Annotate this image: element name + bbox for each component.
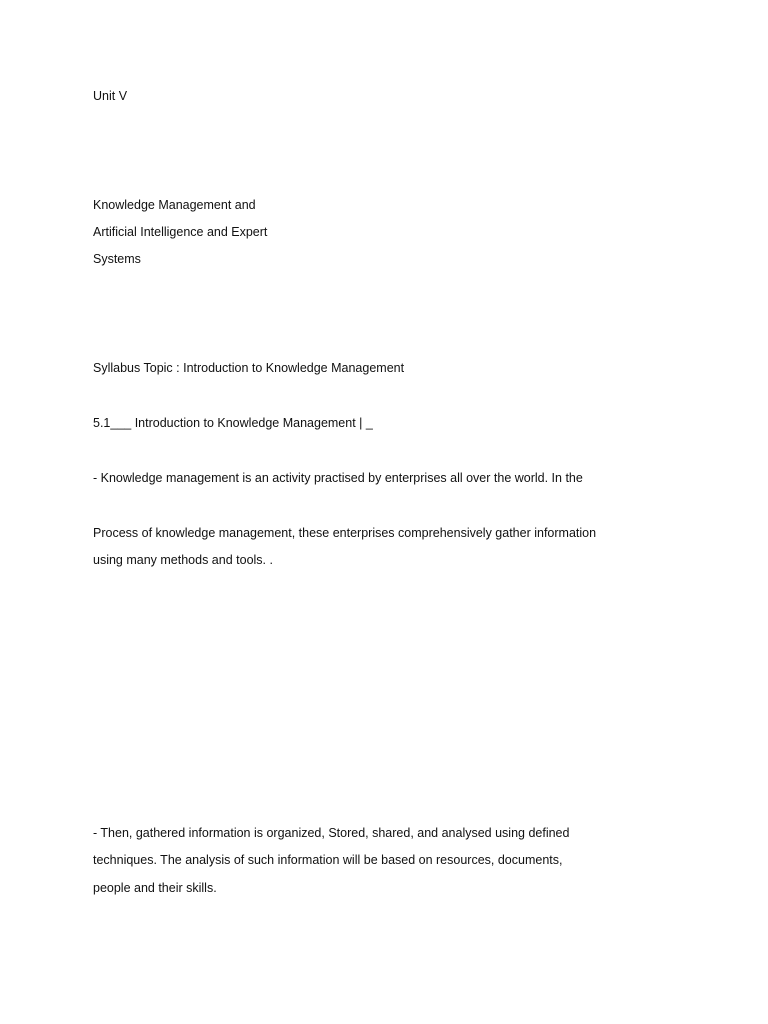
paragraph-3-line-3: people and their skills. bbox=[93, 881, 217, 895]
chapter-title-line-3: Systems bbox=[93, 252, 141, 266]
unit-label: Unit V bbox=[93, 89, 128, 103]
paragraph-2-line-2: using many methods and tools. . bbox=[93, 553, 273, 567]
chapter-title-line-1: Knowledge Management and bbox=[93, 198, 256, 212]
paragraph-2-line-1: Process of knowledge management, these enterprises comprehensively gather information bbox=[93, 526, 597, 540]
paragraph-3-line-2: techniques. The analysis of such information will be based on resources, documents, bbox=[93, 853, 563, 867]
section-heading: 5.1___ Introduction to Knowledge Management | _ bbox=[93, 416, 373, 430]
syllabus-topic: Syllabus Topic : Introduction to Knowledge Management bbox=[93, 361, 405, 375]
paragraph-1-line-1: - Knowledge management is an activity practised by enterprises all over the world. In the bbox=[93, 471, 583, 485]
chapter-title-line-2: Artificial Intelligence and Expert bbox=[93, 225, 268, 239]
paragraph-3-line-1: - Then, gathered information is organized, Stored, shared, and analysed using defined bbox=[93, 826, 570, 840]
